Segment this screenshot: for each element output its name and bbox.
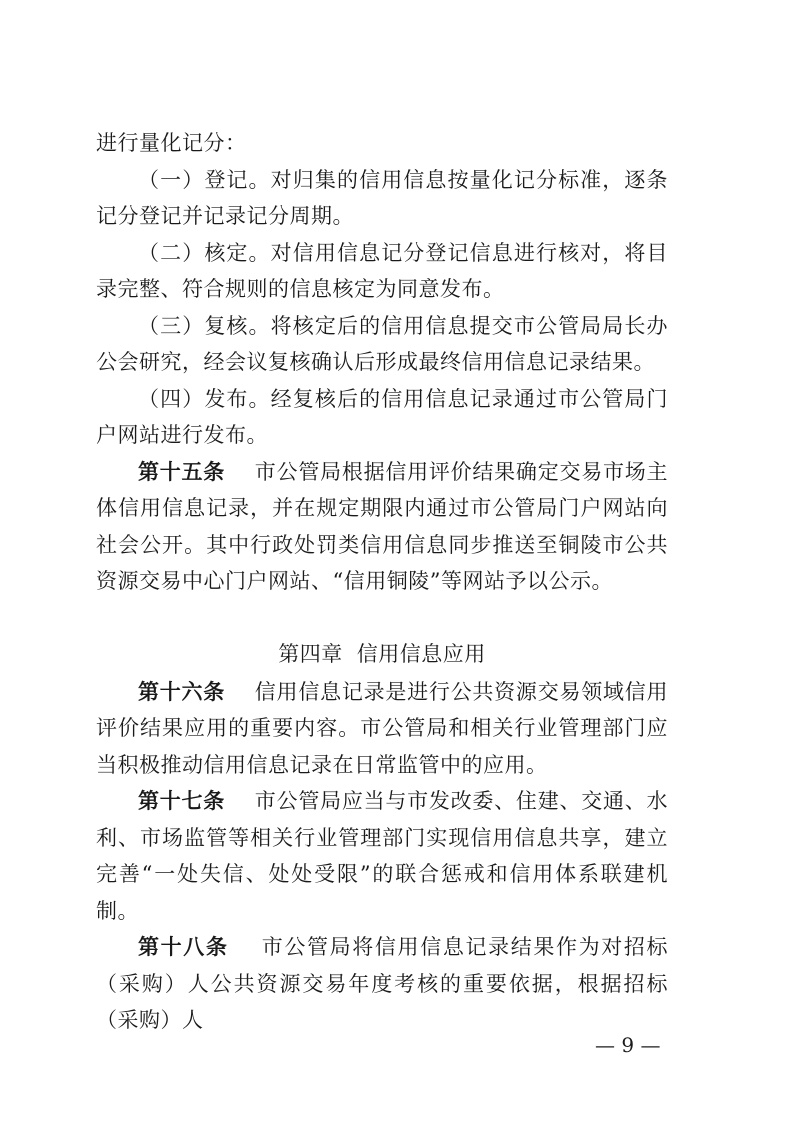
article-18 (96, 929, 668, 1039)
article-17-heading: 第十七条 (138, 789, 226, 813)
article-18-heading: 第十八条 (138, 935, 229, 959)
list-item-review: （三）复核。将核定后的信用信息提交市公管局局长办公会研究，经会议复核确认后形成最终信用信息记录结果。 (96, 313, 668, 374)
article-16 (96, 674, 668, 784)
list-item-registration: （一）登记。对归集的信用信息按量化记分标准，逐条记分登记并记录记分周期。 (96, 167, 668, 228)
article-18-text: 市公管局将信用信息记录结果作为对招标（采购）人公共资源交易年度考核的重要依据，根据招标（采购）人 (96, 935, 669, 1032)
article-17-text: 市公管局应当与市发改委、住建、交通、水利、市场监管等相关行业管理部门实现信用信息共享，建立完善“一处失信、处处受限”的联合惩戒和信用体系联建机制。 (96, 789, 669, 923)
chapter-title: 信用信息应用 (356, 641, 486, 666)
article-15-text: 市公管局根据信用评价结果确定交易市场主体信用信息记录，并在规定期限内通过市公管局门户网站向社会公开。其中行政处罚类信用信息同步推送至铜陵市公共资源交易中心门户网站、“信用铜陵”等网站予以公示。 (96, 459, 669, 593)
list-item-verification: （二）核定。对信用信息记分登记信息进行核对，将目录完整、符合规则的信息核定为同意发布。 (96, 240, 668, 301)
page-number: — 9 — (595, 1033, 661, 1057)
article-15-heading: 第十五条 (138, 459, 226, 484)
article-15 (96, 454, 668, 600)
chapter-number: 第四章 (278, 641, 343, 666)
article-17 (96, 783, 668, 929)
lead-line: 进行量化记分： (96, 131, 247, 155)
article-16-heading: 第十六条 (138, 679, 226, 704)
chapter-heading (96, 636, 668, 672)
page-body (96, 125, 668, 1039)
list-item-publication: （四）发布。经复核后的信用信息记录通过市公管局门户网站进行发布。 (96, 386, 668, 447)
article-16-text: 信用信息记录是进行公共资源交易领域信用评价结果应用的重要内容。市公管局和相关行业管理部门应当积极推动信用信息记录在日常监管中的应用。 (96, 679, 669, 777)
